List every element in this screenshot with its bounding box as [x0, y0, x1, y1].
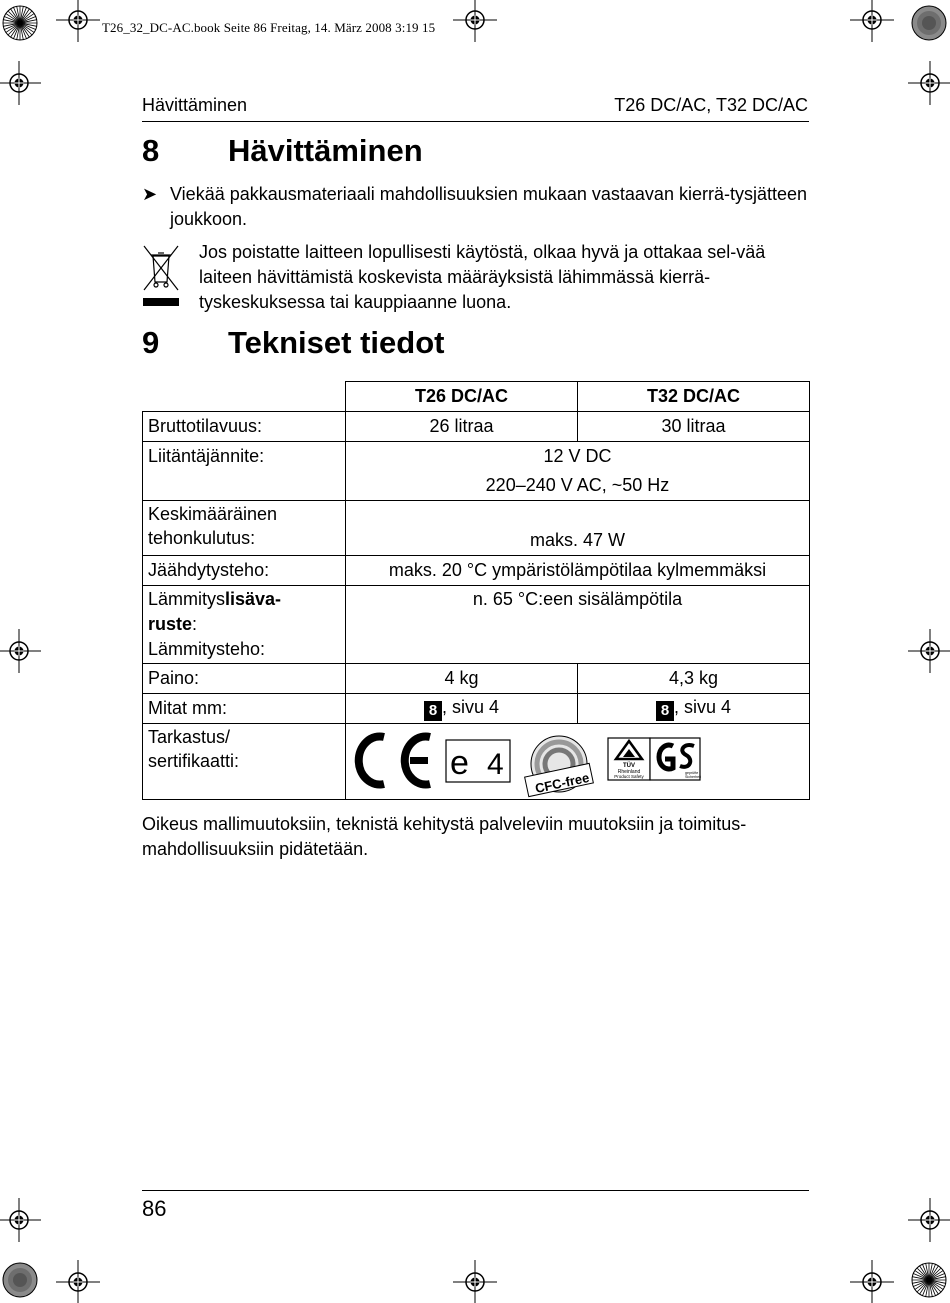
- label-part-bold: lisäva-: [225, 589, 282, 609]
- column-header-t32: T32 DC/AC: [578, 382, 810, 412]
- cell-value: 26 litraa: [346, 412, 578, 442]
- running-header-right: T26 DC/AC, T32 DC/AC: [614, 95, 808, 115]
- row-label-power: [143, 501, 346, 556]
- weee-text: Jos poistatte laitteen lopullisesti käytöstä, olkaa hyvä ja ottakaa sel-vää laiteen hävittämistä koskevista määräyksistä lähimmässä kierrä-tyskeskuksessa tai kauppiaanne luona.: [199, 242, 766, 312]
- table-row: [143, 664, 810, 694]
- table-row: [143, 442, 810, 501]
- cfc-free-icon: [525, 736, 594, 797]
- section-title: Tekniset tiedot: [228, 325, 445, 360]
- svg-text:e: e: [450, 744, 469, 782]
- label-text: [148, 612, 340, 637]
- section-9-heading: [142, 325, 444, 361]
- cell-value: n. 65 °C:een sisälämpötila: [346, 586, 810, 664]
- figure-reference-badge: 8: [656, 701, 674, 721]
- empty-header-cell: [143, 382, 346, 412]
- footer-rule: [142, 1190, 809, 1191]
- running-header-left: Hävittäminen: [142, 95, 248, 115]
- cell-value: [346, 694, 578, 724]
- arrow-bullet-icon: ➤: [142, 184, 158, 204]
- row-label-weight: Paino:: [143, 664, 346, 694]
- cell-value: maks. 47 W: [346, 501, 810, 556]
- certification-marks: [346, 724, 808, 798]
- header-rule: [142, 121, 809, 122]
- label-text: Lämmitysteho:: [148, 639, 266, 659]
- table-row: [143, 586, 810, 664]
- row-label-dimensions: Mitat mm:: [143, 694, 346, 724]
- svg-text:TÜV: TÜV: [623, 763, 635, 769]
- table-header-row: [143, 382, 810, 412]
- svg-text:Sicherheit: Sicherheit: [685, 775, 701, 779]
- table-row: [143, 501, 810, 556]
- label-part: :: [192, 614, 198, 634]
- gs-mark-icon: [650, 738, 701, 780]
- page-reference: , sivu 4: [441, 696, 500, 717]
- certification-logos: [346, 724, 810, 800]
- label-text: Keskimääräinen: [148, 504, 278, 524]
- table-row: [143, 556, 810, 586]
- svg-text:CFC-free: CFC-free: [533, 769, 591, 796]
- section-number: 9: [142, 325, 160, 360]
- cell-value: [578, 694, 810, 724]
- label-part: Lämmitys: [148, 589, 226, 609]
- row-label-certification: [143, 724, 346, 800]
- row-label-heating: [143, 586, 346, 664]
- footnote-text: Oikeus mallimuutoksiin, teknistä kehitystä palveleviin muutoksiin ja toimitus-mahdollisuuksiin pidätetään.: [142, 814, 747, 859]
- label-text: sertifikaatti:: [148, 751, 240, 771]
- column-header-t26: T26 DC/AC: [346, 382, 578, 412]
- tuv-product-safety-icon: [608, 738, 650, 780]
- svg-text:geprüfte: geprüfte: [685, 771, 699, 775]
- label-text: Tarkastus/: [148, 727, 231, 747]
- section-8-heading: [142, 133, 423, 169]
- table-row: [143, 724, 810, 800]
- cell-value: 4,3 kg: [578, 664, 810, 694]
- svg-text:Rheinland: Rheinland: [617, 769, 641, 775]
- cell-value: 4 kg: [346, 664, 578, 694]
- page-reference: , sivu 4: [673, 696, 732, 717]
- crossed-bin-icon: [142, 244, 180, 308]
- table-row: [143, 694, 810, 724]
- svg-text:Product Safety: Product Safety: [614, 774, 644, 779]
- cell-value: 30 litraa: [578, 412, 810, 442]
- row-label-cooling: Jäähdytysteho:: [143, 556, 346, 586]
- cell-value: [346, 442, 810, 501]
- label-text: tehonkulutus:: [148, 528, 256, 548]
- label-part-bold: ruste: [148, 614, 193, 634]
- print-info-line: T26_32_DC-AC.book Seite 86 Freitag, 14. März 2008 3:19 15: [102, 20, 436, 35]
- row-label-gross-volume: Bruttotilavuus:: [143, 412, 346, 442]
- label-text: Liitäntäjännite:: [148, 446, 265, 466]
- section-number: 8: [142, 133, 160, 168]
- table-row: [143, 412, 810, 442]
- value-line: 12 V DC: [543, 446, 612, 466]
- page-number: 86: [142, 1196, 167, 1221]
- figure-reference-badge: 8: [424, 701, 442, 721]
- label-text: [148, 587, 340, 612]
- svg-text:4: 4: [487, 748, 504, 781]
- ce-mark-icon: [359, 737, 430, 785]
- spec-table: [142, 381, 810, 800]
- cell-value: maks. 20 °C ympäristölämpötilaa kylmemmäksi: [346, 556, 810, 586]
- row-label-voltage: [143, 442, 346, 501]
- value-line: 220–240 V AC, ~50 Hz: [485, 475, 670, 495]
- e4-approval-mark-icon: [446, 740, 510, 782]
- section-title: Hävittäminen: [228, 133, 423, 168]
- instruction-text: Viekää pakkausmateriaali mahdollisuuksien mukaan vastaavan kierrä-tysjätteen joukkoon.: [170, 184, 808, 229]
